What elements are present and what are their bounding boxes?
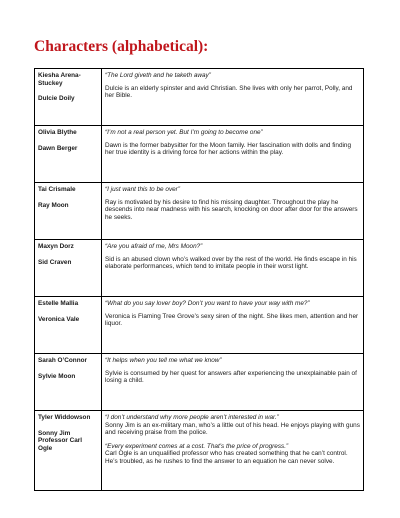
cast-names-cell <box>35 183 102 240</box>
actor-name: Estelle Mallia <box>38 300 79 307</box>
cast-names-cell <box>35 126 102 183</box>
character-description-cell <box>102 411 364 491</box>
character-description-cell <box>102 126 364 183</box>
character-table <box>34 68 364 491</box>
character-quote: “It helps when you tell me what we know” <box>105 357 222 364</box>
cast-names-cell <box>35 240 102 297</box>
character-bio: Veronica is Flaming Tree Grove’s sexy siren of the night. She likes men, attention and her liquor. <box>105 312 359 328</box>
character-name: Dawn Berger <box>38 144 78 152</box>
character-bio: Sonny Jim is an ex-military man, who’s a little out of his head. He enjoys playing with guns and receiving praise from the police. <box>105 421 360 437</box>
actor-name: Kiesha Arena-Stuckey <box>38 72 81 87</box>
character-bio: Dawn is the former babysitter for the Moon family. Her fascination with dolls and finding her true identity is a driving force for her actions within the play. <box>105 141 352 157</box>
page-title: Characters (alphabetical): <box>34 38 209 55</box>
character-description-cell <box>102 183 364 240</box>
character-quote: “The Lord giveth and he taketh away” <box>105 72 211 79</box>
character-bio: Sylvie is consumed by her quest for answers after experiencing the unexplainable pain of losing a child. <box>105 369 357 385</box>
character-name: Sylvie Moon <box>38 372 76 380</box>
character-quote: “I’m not a real person yet. But I’m going to become one” <box>105 129 263 136</box>
actor-name: Sarah O’Connor <box>38 357 88 364</box>
character-name: Sonny Jim <box>38 429 71 437</box>
cast-names-cell <box>35 69 102 126</box>
actor-name: Maxyn Dorz <box>38 243 74 250</box>
character-row <box>35 411 364 491</box>
character-row <box>35 126 364 183</box>
character-quote: “Are you afraid of me, Mrs Moon?” <box>105 243 203 250</box>
actor-name: Tai Crismale <box>38 186 76 193</box>
character-description-cell <box>102 354 364 411</box>
character-name: Veronica Vale <box>38 315 80 323</box>
character-description-cell <box>102 297 364 354</box>
character-bio: Carl Ogle is an unqualified professor who has created something that he can’t control. He’s troubled, as he rushes to find the answer to an equation he can never solve. <box>105 450 348 465</box>
character-name: Sid Craven <box>38 258 72 266</box>
actor-name: Tyler Widdowson <box>38 414 91 421</box>
character-description-cell <box>102 69 364 126</box>
character-quote: “Every experiment comes at a cost. That’s the price of progress.” <box>105 442 289 450</box>
character-name: Professor Carl Ogle <box>38 437 83 452</box>
character-name: Ray Moon <box>38 201 69 209</box>
character-row <box>35 183 364 240</box>
character-bio: Sid is an abused clown who’s walked over by the rest of the world. He finds escape in his elaborate performances, which tend to imitate people in their worst light. <box>105 255 357 271</box>
character-description-cell <box>102 240 364 297</box>
cast-names-cell <box>35 354 102 411</box>
character-row <box>35 354 364 411</box>
cast-names-cell <box>35 297 102 354</box>
character-bio: Dulcie is an elderly spinster and avid Christian. She lives with only her parrot, Polly, and her Bible. <box>105 84 353 100</box>
character-bio: Ray is motivated by his desire to find his missing daughter. Throughout the play he descends into near madness with his search, knocking on door after door for the answers he seeks. <box>105 198 358 221</box>
character-quote: “I just want this to be over” <box>105 186 180 193</box>
character-row <box>35 240 364 297</box>
character-quote: “I don’t understand why more people aren’t interested in war.” <box>105 414 279 421</box>
character-quote: “What do you say lover boy? Don’t you want to have your way with me?” <box>105 300 310 307</box>
actor-name: Olivia Blythe <box>38 129 77 136</box>
character-row <box>35 69 364 126</box>
character-name: Dulcie Doily <box>38 95 75 103</box>
character-row <box>35 297 364 354</box>
cast-names-cell <box>35 411 102 491</box>
